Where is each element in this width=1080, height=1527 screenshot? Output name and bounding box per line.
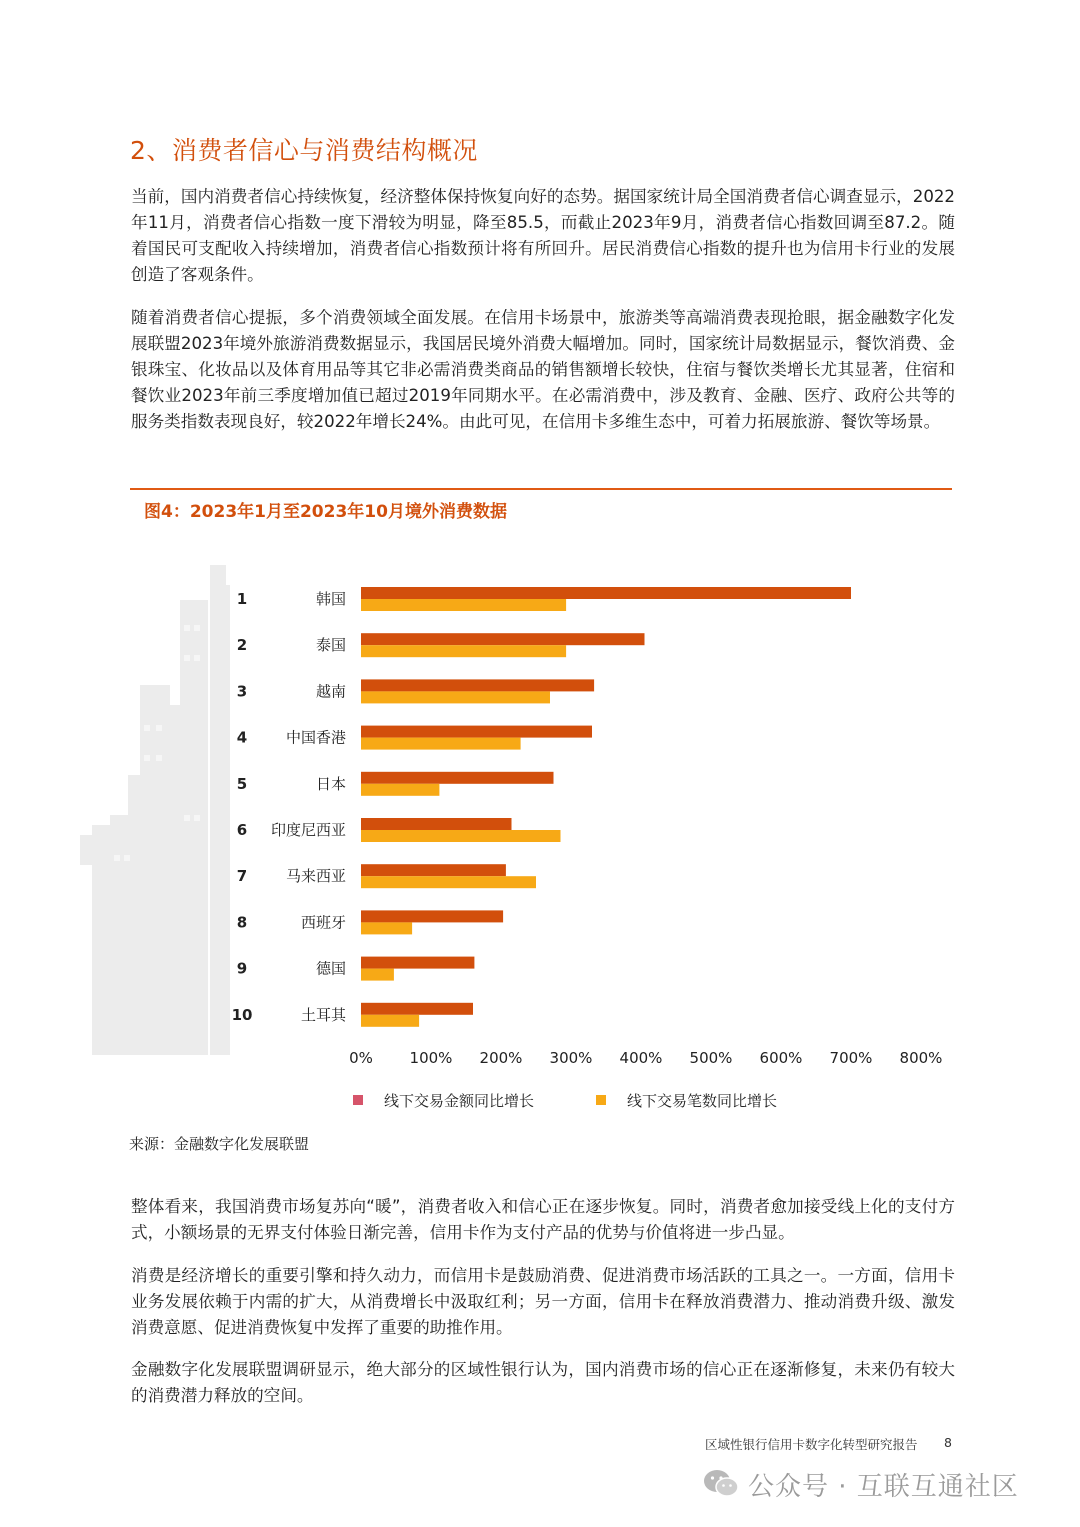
category-label: 土耳其 [300,1005,346,1024]
legend-swatch [353,1095,363,1105]
x-tick-label: 400% [619,1049,663,1067]
bar-amount-growth [361,910,503,922]
bar-count-growth [361,1015,419,1027]
x-tick-label: 800% [899,1049,943,1067]
bar-count-growth [361,784,439,796]
bar-amount-growth [361,864,506,876]
bar-amount-growth [361,726,592,738]
legend-label: 线下交易笔数同比增长 [627,1092,778,1110]
bar-amount-growth [361,1003,473,1015]
paragraph-consumer-confidence: 当前，国内消费者信心持续恢复，经济整体保持恢复向好的态势。据国家统计局全国消费者信心调查显示，2022年11月，消费者信心指数一度下滑较为明显，降至85.5，而截止2023年9月，消费者信心指数回调至87.2。随着国民可支配收入持续增加，消费者信心指数预计将有所回升。居民消费信心指数的提升也为信用卡行业的发展创造了客观条件。 [131,187,955,284]
bar-amount-growth [361,587,851,599]
x-tick-label: 300% [549,1049,593,1067]
x-tick-label: 700% [829,1049,873,1067]
x-tick-label: 100% [409,1049,453,1067]
bar-count-growth [361,691,550,703]
category-label: 印度尼西亚 [270,821,346,839]
paragraph-survey: 金融数字化发展联盟调研显示，绝大部分的区域性银行认为，国内消费市场的信心正在逐渐修复，未来仍有较大的消费潜力释放的空间。 [131,1360,955,1405]
paragraph-credit-card-role: 消费是经济增长的重要引擎和持久动力，而信用卡是鼓励消费、促进消费市场活跃的工具之一。一方面，信用卡业务发展依赖于内需的扩大，从消费增长中汲取红利；另一方面，信用卡在释放消费潜力、推动消费升级、激发消费意愿、促进消费恢复中发挥了重要的助推作用。 [131,1266,955,1337]
rank-label: 5 [236,774,248,793]
figure-source: 来源：金融数字化发展联盟 [129,1135,310,1153]
category-label: 德国 [315,959,346,978]
rank-label: 3 [236,682,248,701]
category-label: 马来西亚 [285,867,346,886]
category-label: 西班牙 [300,913,346,932]
legend-label: 线下交易金额同比增长 [384,1092,535,1110]
bar-amount-growth [361,818,512,830]
x-tick-label: 500% [689,1049,733,1067]
bar-count-growth [361,876,536,888]
bar-amount-growth [361,679,594,691]
rank-label: 2 [236,636,248,655]
rank-label: 9 [236,959,248,978]
wechat-icon [702,1468,740,1500]
watermark-text: 公众号 · 互联互通社区 [748,1471,1019,1502]
x-tick-label: 0% [349,1049,373,1067]
bar-count-growth [361,599,566,611]
category-label: 韩国 [315,590,346,608]
x-tick-label: 600% [759,1049,803,1067]
rank-label: 1 [236,590,248,608]
category-label: 泰国 [315,636,346,655]
rank-label: 4 [236,728,248,747]
paragraph-consumption-fields: 随着消费者信心提振，多个消费领域全面发展。在信用卡场景中，旅游类等高端消费表现抢眼，据金融数字化发展联盟2023年境外旅游消费数据显示，我国居民境外消费大幅增加。同时，国家统计局数据显示，餐饮消费、金银珠宝、化妆品以及体育用品等其它非必需消费类商品的销售额增长较快，住宿与餐饮类增长尤其显著，住宿和餐饮业2023年前三季度增加值已超过2019年同期水平。在必需消费中，涉及教育、金融、医疗、政府公共等的服务类指数表现良好，较2022年增长24%。由此可见，在信用卡多维生态中，可着力拓展旅游、餐饮等场景。 [131,308,955,431]
rank-label: 10 [231,1005,253,1024]
bar-amount-growth [361,957,474,969]
rank-label: 6 [236,821,248,839]
section-title: 2、消费者信心与消费结构概况 [130,136,478,165]
category-label: 日本 [315,774,346,793]
category-label: 越南 [315,682,346,701]
bar-count-growth [361,830,561,842]
bar-amount-growth [361,633,645,645]
figure-title: 图4：2023年1月至2023年10月境外消费数据 [144,502,507,522]
page-number: 8 [944,1435,952,1450]
bar-count-growth [361,969,394,981]
bar-count-growth [361,922,412,934]
bar-count-growth [361,645,566,657]
legend-swatch [596,1095,606,1105]
footer-report-title: 区域性银行信用卡数字化转型研究报告 [705,1437,918,1452]
category-label: 中国香港 [285,728,346,747]
paragraph-market-recovery: 整体看来，我国消费市场复苏向“暖”，消费者收入和信心正在逐步恢复。同时，消费者愈加接受线上化的支付方式，小额场景的无界支付体验日渐完善，信用卡作为支付产品的优势与价值将进一步凸显。 [131,1197,955,1242]
rank-label: 8 [236,913,248,932]
bar-count-growth [361,738,521,750]
x-tick-label: 200% [479,1049,523,1067]
rank-label: 7 [236,867,248,886]
bar-amount-growth [361,772,554,784]
watermark [702,1464,1019,1504]
